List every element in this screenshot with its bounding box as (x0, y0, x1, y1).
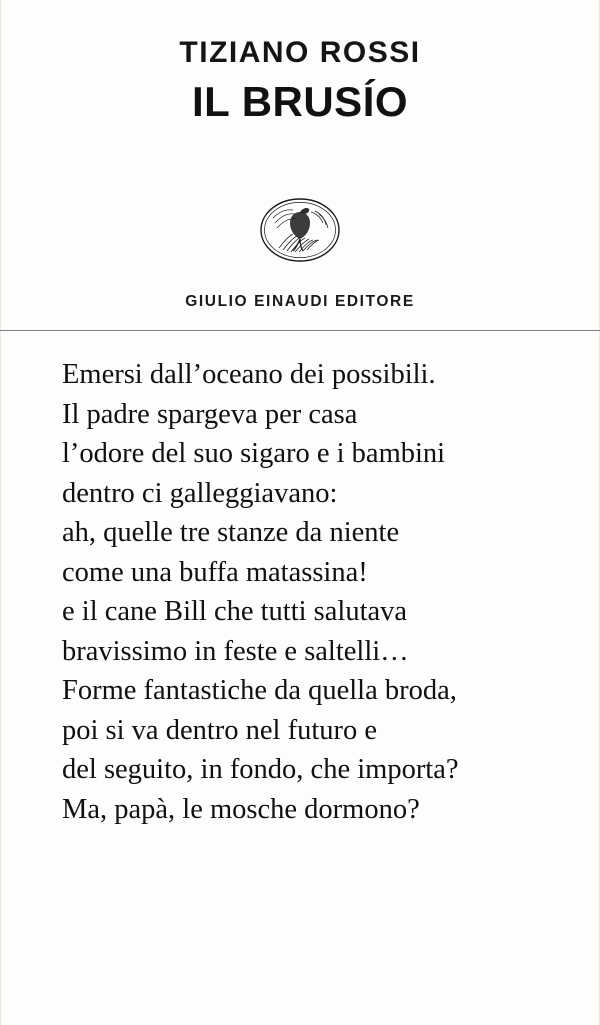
poem-body (62, 355, 560, 829)
poem-line: poi si va dentro nel futuro e (62, 714, 378, 746)
poem-line: Il padre spargeva per casa (62, 398, 358, 430)
cover-header (0, 0, 600, 330)
poem-line: del seguito, in fondo, che importa? (62, 754, 459, 785)
poem-line: Forme fantastiche da quella broda, (62, 675, 457, 706)
poem-line: e il cane Bill che tutti salutava (62, 596, 408, 627)
book-title: IL BRUSÍO (191, 78, 409, 125)
einaudi-ostrich-logo (259, 196, 341, 264)
author-name: TIZIANO ROSSI (179, 36, 421, 69)
poem-line: l’odore del suo sigaro e i bambini (62, 438, 446, 469)
poem-line: ah, quelle tre stanze da niente (62, 517, 400, 548)
publisher-logo-wrap (0, 196, 600, 264)
poem-line: Emersi dall’oceano dei possibili. (62, 359, 436, 390)
publisher-name: GIULIO EINAUDI EDITORE (185, 293, 415, 310)
header-divider (0, 330, 600, 331)
poem-line: dentro ci galleggiavano: (62, 477, 338, 509)
poem-line: come una buffa matassina! (62, 556, 368, 588)
poem-line: bravissimo in feste e saltelli… (62, 635, 409, 667)
poem-line: Ma, papà, le mosche dormono? (62, 793, 420, 825)
